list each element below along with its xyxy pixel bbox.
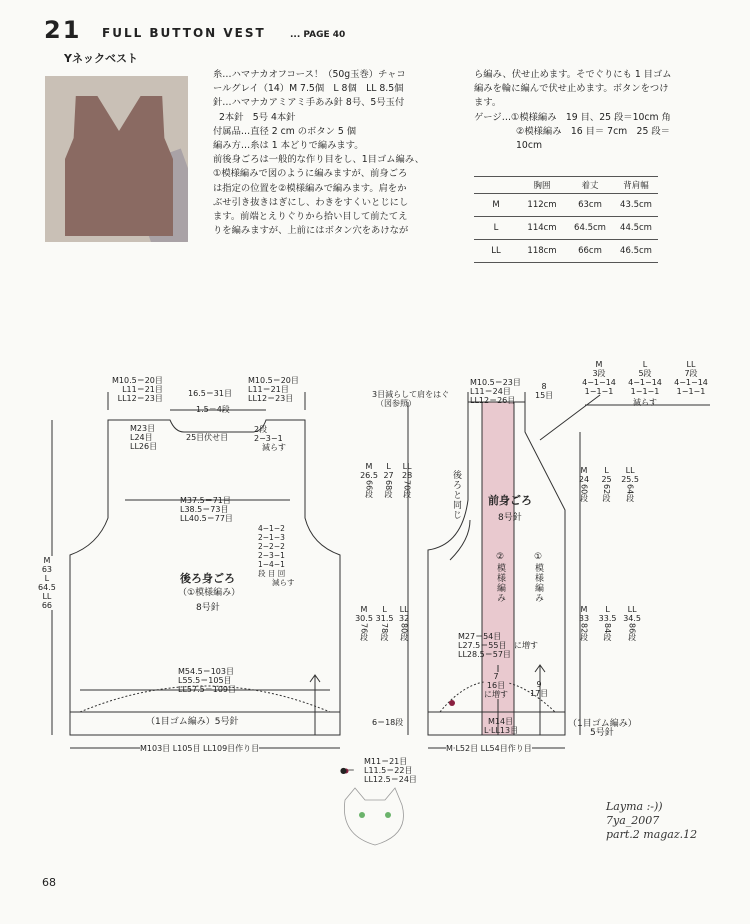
back-pattern: （①模様編み） (178, 588, 241, 598)
back-shoulder-right: M10.5＝20目 L11＝21目 LL12＝23目 (248, 376, 299, 403)
back-height: M 63 L 64.5 LL 66 (38, 556, 56, 610)
instr-line: 編み方…糸は 1 本どりで編みます。 (213, 140, 364, 152)
back-shoulder-left: M10.5＝20目 L11＝21目 LL12＝23目 (112, 376, 163, 403)
front-needle: 8号針 (498, 513, 522, 523)
table-cell: 112cm (518, 194, 566, 217)
table-cell: 44.5cm (614, 217, 658, 240)
table-cell: 66cm (566, 240, 614, 263)
back-cast-on: M103目 L105目 LL109目作り目 (140, 744, 260, 753)
table-cell: LL (474, 240, 518, 263)
back-neck-depth: 1.5＝4段 (196, 405, 230, 414)
scanner-signature: Layma :-)) 7ya_2007 part.2 magaz.12 (606, 800, 698, 841)
front-band-width: 8 15目 (535, 382, 554, 400)
instr-line: 編みを輪に編んで伏せ止めます。ボタンをつけ (474, 83, 669, 95)
instr-line: ①模様編みで図のように編みますが、前身ごろ (213, 168, 408, 180)
front-side-rows-upper: M 24 60段 L 25 62段 LL 25.5 64段 (578, 466, 639, 503)
gauge-line: ゲージ…①模様編み 19 目、25 段＝10cm 角 (474, 111, 671, 123)
front-neck-note: 3目減らして肩をはぐ （図参照） (372, 390, 450, 408)
pattern-subtitle: Yネックベスト (64, 52, 138, 65)
back-needle: 8号針 (196, 603, 220, 613)
front-pattern1: ①模様編み (533, 552, 543, 603)
table-cell: 43.5cm (614, 194, 658, 217)
instr-line: ら編み、伏せ止めます。そでぐりにも 1 目ゴム (474, 69, 672, 80)
front-neck-rows: M 26.5 66段 L 27 68段 LL 28 70段 (360, 462, 413, 499)
front-center-width: 7 16目 に増す (484, 672, 508, 699)
instr-line: 付属品…直径 2 cm のボタン 5 個 (213, 125, 357, 137)
button-band-counts: M11＝21目 L11.5＝22目 LL12.5＝24目 (364, 757, 417, 784)
front-rib-stitches: M14目 L·LL13目 (484, 717, 519, 735)
instr-line: ールグレイ（14）M 7.5個 L 8個 LL 8.5個 (213, 83, 404, 95)
table-header: 背肩幅 (614, 177, 658, 194)
back-neck-shaping: 2段 2−3−1 減らす (254, 425, 286, 452)
table-cell: 118cm (518, 240, 566, 263)
pattern-number: 21 (44, 16, 82, 44)
back-width-upper: M37.5＝71目 L38.5＝73目 LL40.5＝77目 (180, 496, 233, 523)
back-neck-width: 16.5＝31目 (188, 389, 232, 398)
front-body-rows: M 30.5 76段 L 31.5 78段 LL 32 80段 (355, 605, 410, 642)
front-side-rows-lower: M 33 82段 L 33.5 84段 LL 34.5 86段 (578, 605, 641, 642)
instr-line: ぶせ引き抜きはぎにし、わきをすくいとじにし (213, 196, 409, 208)
instr-line: 糸…ハマナカオフコース！（50g玉巻）チャコ (213, 69, 406, 80)
page-reference: ... PAGE 40 (290, 30, 346, 40)
table-cell: L (474, 217, 518, 240)
front-pattern2: ②模様編み (495, 552, 505, 603)
front-same-as-back: 後ろと同じ (451, 470, 461, 520)
back-width-lower: M54.5＝103目 L55.5＝105目 LL57.5＝109目 (178, 667, 236, 694)
page-number: 68 (42, 876, 56, 889)
front-piece-title: 前身ごろ (488, 494, 532, 507)
back-piece-title: 後ろ身ごろ (180, 572, 235, 585)
front-band-rows: 9 17目 (530, 680, 549, 698)
cat-eye-left (359, 812, 365, 818)
gauge-line: ②模様編み 16 目＝ 7cm 25 段＝ (516, 125, 670, 137)
back-neck-bindoff: 25目伏せ目 (186, 433, 229, 442)
front-rib-label: （1目ゴム編み） 5号針 (568, 719, 637, 738)
table-header: 着丈 (566, 177, 614, 194)
gauge-line: 10cm (516, 140, 542, 152)
instr-line: ます。 (474, 97, 502, 109)
table-cell: M (474, 194, 518, 217)
front-rib-rows: 6＝18段 (372, 718, 404, 727)
instr-line: 前後身ごろは一般的な作り目をし、1目ゴム編み、 (213, 154, 425, 166)
instr-line: 2本針 5号 4本針 (219, 111, 296, 123)
front-decrease-table: M 3段 4−1−14 1−1−1 L 5段 4−1−14 1−1−1 LL 7段 4−1−14 1−1−1 減らす (582, 360, 708, 407)
pattern-title: FULL BUTTON VEST (102, 26, 266, 40)
buttonhole-marker (449, 700, 455, 706)
table-header: 胸囲 (518, 177, 566, 194)
back-ribbing: （1目ゴム編み）5号針 (146, 717, 239, 727)
front-cast-on: M·L52目 LL54目作り目 (446, 744, 532, 753)
back-armhole-shaping: 4−1−2 2−1−3 2−2−2 2−3−1 1−4−1 段 目 回 減らす (258, 524, 295, 587)
table-cell: 46.5cm (614, 240, 658, 263)
table-cell: 63cm (566, 194, 614, 217)
instr-line: りを編みますが、上前にはボタン穴をあけなが (213, 225, 409, 237)
instr-line: 針…ハマナカアミアミ手あみ針 8号、5号玉付 (213, 97, 405, 109)
front-increase: M27＝54目 L27.5＝55目 LL28.5＝57目 (458, 632, 511, 659)
cat-eye-right (385, 812, 391, 818)
cat-sketch (344, 788, 403, 845)
back-armhole-depth: M23目 L24目 LL26目 (130, 424, 158, 451)
button-band-marker: ●＝ (340, 766, 355, 775)
instr-line: は指定の位置を②模様編みで編みます。肩をか (213, 182, 407, 194)
instr-line: ます。前端とえりぐりから拾い目して前たてえ (213, 211, 408, 223)
front-increase-label: に増す (514, 641, 538, 650)
table-cell: 64.5cm (566, 217, 614, 240)
table-cell: 114cm (518, 217, 566, 240)
front-shoulder: M10.5＝23目 L11＝24目 LL12＝26目 (470, 378, 521, 405)
